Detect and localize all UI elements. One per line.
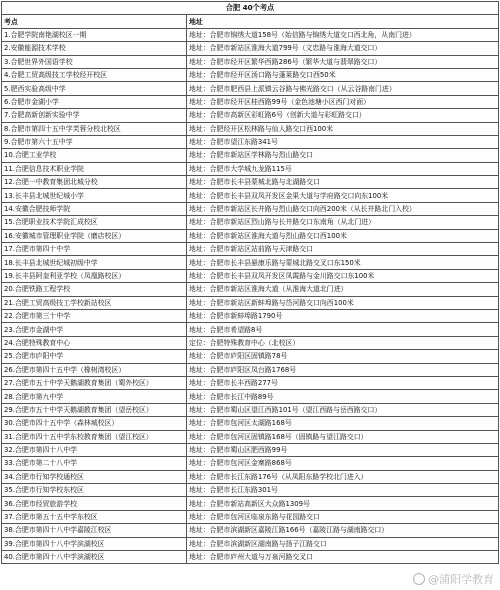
site-name-cell: 22.合肥市第三十中学 bbox=[2, 309, 187, 322]
table-row bbox=[2, 551, 499, 564]
site-name-cell: 12.合肥一中教育集团北城分校 bbox=[2, 176, 187, 189]
table-row bbox=[2, 216, 499, 229]
site-name-cell: 10.合肥工业学校 bbox=[2, 149, 187, 162]
table-row bbox=[2, 189, 499, 202]
site-name-cell: 26.合肥市第四十五中学（橡树湾校区） bbox=[2, 363, 187, 376]
address-cell: 地址：合肥市庐阳区固镇路78号 bbox=[187, 350, 499, 363]
address-cell: 地址：合肥市高新区彩虹路6号（创新大道与彩虹路交口） bbox=[187, 109, 499, 122]
address-cell: 地址：合肥市锦绣大道158号（始信路与锦绣大道交口西北角，从南门进） bbox=[187, 28, 499, 41]
address-cell: 地址：合肥市蜀山区肥西路99号 bbox=[187, 443, 499, 456]
site-name-cell: 9.合肥市第六十五中学 bbox=[2, 135, 187, 148]
address-cell: 地址：合肥市长江中路89号 bbox=[187, 390, 499, 403]
address-cell: 地址：合肥市庐州大道与万泉河路交叉口 bbox=[187, 551, 499, 564]
site-name-cell: 14.安徽合肥技师学院 bbox=[2, 202, 187, 215]
table-row bbox=[2, 269, 499, 282]
address-cell: 地址：合肥市经开区汤口路与蓬莱路交口西50米 bbox=[187, 68, 499, 81]
address-cell: 地址：合肥市新站区淮海大道（从淮海大道北门进） bbox=[187, 283, 499, 296]
table-row bbox=[2, 229, 499, 242]
table-row bbox=[2, 336, 499, 349]
site-name-cell: 33.合肥市第二十八中学 bbox=[2, 457, 187, 470]
site-name-cell: 1.合肥学院南艳湖校区一期 bbox=[2, 28, 187, 41]
address-cell: 地址：合肥市蜀山区望江西路101号（望江西路与岳西路交口） bbox=[187, 403, 499, 416]
address-cell: 地址：合肥市新站高新区大众路1309号 bbox=[187, 497, 499, 510]
table-row bbox=[2, 68, 499, 81]
table-row bbox=[2, 430, 499, 443]
site-name-cell: 27.合肥市五十中学天鹅湖教育集团（蜀外校区） bbox=[2, 376, 187, 389]
address-cell: 地址：合肥市滨湖新区嘉陵江路166号（嘉陵江路与湖南路交口） bbox=[187, 524, 499, 537]
watermark bbox=[413, 571, 494, 587]
table-row bbox=[2, 122, 499, 135]
address-cell: 地址：合肥市新站区长井路与烈山路交口向西200米（从长井路北门入校） bbox=[187, 202, 499, 215]
table-row bbox=[2, 497, 499, 510]
site-name-cell: 20.合肥铁路工程学校 bbox=[2, 283, 187, 296]
address-cell: 地址：合肥市经开区桂西路99号（金色池塘小区西门对面） bbox=[187, 95, 499, 108]
table-row bbox=[2, 524, 499, 537]
table-row bbox=[2, 202, 499, 215]
address-cell: 地址：合肥市长江东路301号 bbox=[187, 484, 499, 497]
table-title: 合肥 40个考点 bbox=[2, 2, 499, 15]
site-name-cell: 30.合肥市四十五中学（森林城校区） bbox=[2, 417, 187, 430]
address-cell: 地址：合肥市新蚌埠路1790号 bbox=[187, 309, 499, 322]
site-name-cell: 7.合肥高新创新实验中学 bbox=[2, 109, 187, 122]
site-name-cell: 19.长丰县阿奎利亚学校（凤凰路校区） bbox=[2, 269, 187, 282]
table-row bbox=[2, 109, 499, 122]
address-cell: 地址：合肥市长丰县蒙城北路与北湖路交口 bbox=[187, 176, 499, 189]
table-row bbox=[2, 176, 499, 189]
column-header-address: 地址 bbox=[187, 15, 499, 28]
site-name-cell: 2.安徽能源技术学校 bbox=[2, 42, 187, 55]
site-name-cell: 8.合肥市第四十五中学芙蓉分校北校区 bbox=[2, 122, 187, 135]
address-cell: 地址：合肥市长丰县双凤开发区凤霞路与金川路交口东100米 bbox=[187, 269, 499, 282]
site-name-cell: 21.合肥工贸高级技工学校新站校区 bbox=[2, 296, 187, 309]
address-cell: 地址：合肥市包河区临泉东路与花园路交口 bbox=[187, 510, 499, 523]
site-name-cell: 24.合肥特殊教育中心 bbox=[2, 336, 187, 349]
site-name-cell: 5.肥西实验高级中学 bbox=[2, 82, 187, 95]
site-name-cell: 4.合肥工贸高级技工学校经开校区 bbox=[2, 68, 187, 81]
address-cell: 地址：合肥市长丰西路277号 bbox=[187, 376, 499, 389]
site-name-cell: 15.合肥职业技术学院汇成校区 bbox=[2, 216, 187, 229]
site-name-cell: 40.合肥市第四十八中学滨湖校区 bbox=[2, 551, 187, 564]
site-name-cell: 36.合肥市经贸旅游学校 bbox=[2, 497, 187, 510]
table-row bbox=[2, 243, 499, 256]
address-cell: 地址：合肥市望江东路341号 bbox=[187, 135, 499, 148]
site-name-cell: 37.合肥市第五十五中学东校区 bbox=[2, 510, 187, 523]
address-cell: 地址：合肥市包河区金寨路868号 bbox=[187, 457, 499, 470]
table-row bbox=[2, 350, 499, 363]
site-name-cell: 34.合肥市行知学校通校区 bbox=[2, 470, 187, 483]
table-row bbox=[2, 510, 499, 523]
address-cell: 定位：合肥特殊教育中心（北校区） bbox=[187, 336, 499, 349]
table-row bbox=[2, 149, 499, 162]
address-cell: 地址：合肥市长丰县双凤开发区金果大道与学府路交口向东100米 bbox=[187, 189, 499, 202]
address-cell: 地址：合肥市新站区新蚌埠路与岱河路交口向西100米 bbox=[187, 296, 499, 309]
table-row bbox=[2, 55, 499, 68]
table-row bbox=[2, 376, 499, 389]
site-name-cell: 13.长丰县北城世纪城小学 bbox=[2, 189, 187, 202]
exam-sites-table bbox=[1, 1, 499, 564]
table-row bbox=[2, 42, 499, 55]
address-cell: 地址：合肥市庐阳区凤台路1768号 bbox=[187, 363, 499, 376]
table-row bbox=[2, 82, 499, 95]
address-cell: 地址：合肥市希望路8号 bbox=[187, 323, 499, 336]
table-row bbox=[2, 457, 499, 470]
watermark-logo-icon bbox=[413, 573, 425, 585]
address-cell: 地址：合肥市包河区太湖路168号 bbox=[187, 417, 499, 430]
site-name-cell: 39.合肥市第四十八中学滨湖校区 bbox=[2, 537, 187, 550]
table-row bbox=[2, 417, 499, 430]
table-row bbox=[2, 256, 499, 269]
table-row bbox=[2, 135, 499, 148]
site-name-cell: 29.合肥市五十中学天鹅湖教育集团（望岳校区） bbox=[2, 403, 187, 416]
table-row bbox=[2, 443, 499, 456]
address-cell: 地址：合肥市新站区淮海大道799号（文忠路与淮海大道交口） bbox=[187, 42, 499, 55]
address-cell: 地址：合肥市肥西县上派镇云谷路与佛光路交口（从云谷路南门进） bbox=[187, 82, 499, 95]
site-name-cell: 16.安徽城市管理职业学院（磨店校区） bbox=[2, 229, 187, 242]
address-cell: 地址：合肥市经开区繁华西路286号（繁华大道与翡翠路交口） bbox=[187, 55, 499, 68]
table-row bbox=[2, 484, 499, 497]
address-cell: 地址：合肥市新站区站前路与天津路交口 bbox=[187, 243, 499, 256]
table-row bbox=[2, 363, 499, 376]
table-row bbox=[2, 28, 499, 41]
address-cell: 地址：合肥市长江东路176号（从凤阳东路学校北门进入） bbox=[187, 470, 499, 483]
table-row bbox=[2, 323, 499, 336]
site-name-cell: 35.合肥市行知学校东校区 bbox=[2, 484, 187, 497]
site-name-cell: 3.合肥世界外国语学校 bbox=[2, 55, 187, 68]
table-row bbox=[2, 403, 499, 416]
site-name-cell: 25.合肥市庐阳中学 bbox=[2, 350, 187, 363]
address-cell: 地址：合肥市长丰县悬康乐路与蒙城北路交叉口东150米 bbox=[187, 256, 499, 269]
site-name-cell: 17.合肥市第四十中学 bbox=[2, 243, 187, 256]
table-row bbox=[2, 537, 499, 550]
watermark-text: @浦阳学教育 bbox=[428, 573, 494, 586]
table-row bbox=[2, 390, 499, 403]
table-row bbox=[2, 296, 499, 309]
address-cell: 地址：合肥市新站区学林路与烈山路交口 bbox=[187, 149, 499, 162]
site-name-cell: 23.合肥市金湖中学 bbox=[2, 323, 187, 336]
table-title-row bbox=[2, 2, 499, 15]
site-name-cell: 32.合肥市第四十八中学 bbox=[2, 443, 187, 456]
site-name-cell: 18.长丰县北城世纪城初级中学 bbox=[2, 256, 187, 269]
address-cell: 地址：合肥市滨湖新区湖南路与扬子江路交口 bbox=[187, 537, 499, 550]
site-name-cell: 28.合肥市第九中学 bbox=[2, 390, 187, 403]
address-cell: 地址：合肥市大学城九龙路115号 bbox=[187, 162, 499, 175]
table-header-row bbox=[2, 15, 499, 28]
site-name-cell: 38.合肥市第四十八中学嘉陵江校区 bbox=[2, 524, 187, 537]
site-name-cell: 11.合肥信息技术职业学院 bbox=[2, 162, 187, 175]
address-cell: 地址：合肥市新站区淮海大道与烈山路交口西100米 bbox=[187, 229, 499, 242]
address-cell: 地址：合肥市新站区烈山路与长井路交口东南角（从北门进） bbox=[187, 216, 499, 229]
table-row bbox=[2, 283, 499, 296]
table-row bbox=[2, 162, 499, 175]
table-row bbox=[2, 470, 499, 483]
column-header-site: 考点 bbox=[2, 15, 187, 28]
address-cell: 地址：合肥市包河区固镇路168号（固镇路与望江路交口） bbox=[187, 430, 499, 443]
table-row bbox=[2, 95, 499, 108]
address-cell: 地址：合肥经开区松林路与仙人路交口西100米 bbox=[187, 122, 499, 135]
site-name-cell: 31.合肥市四十五中学东校教育集团（望江校区） bbox=[2, 430, 187, 443]
site-name-cell: 6.合肥市金湖小学 bbox=[2, 95, 187, 108]
table-row bbox=[2, 309, 499, 322]
